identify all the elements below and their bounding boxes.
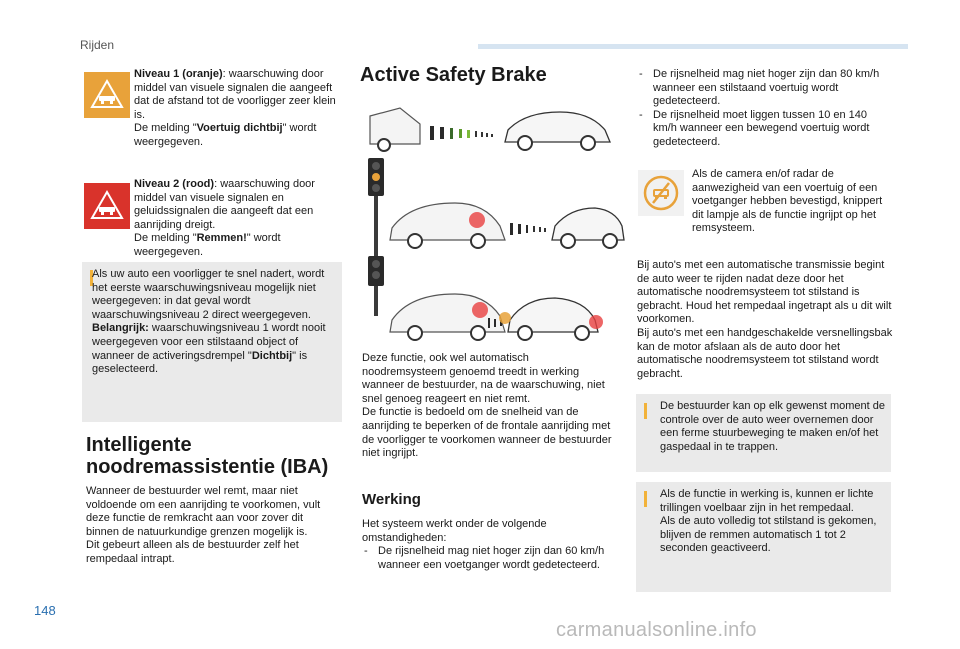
note-marker [644, 403, 647, 419]
werking-heading: Werking [362, 491, 421, 508]
section-header: Rijden [80, 38, 115, 52]
asb-illustration [360, 98, 630, 348]
werking-text: Het systeem werkt onder de volgende omstandigheden: - De rijsnelheid mag niet hoger zijn dan 60 km/h wanneer een voetganger wordt gedetecteerd. [362, 518, 612, 572]
note-text: Als uw auto een voorligger te snel nadert, wordt het eerste waarschuwingsniveau mogelijk niet weergegeven: in dat geval wordt waarschuwingsniveau 2 direct weergegeven. Belangrijk: waarschuwingsniveau 1 wordt nooit weergegeven voor een stilstaand object of wanneer de activeringsdrempel "Dichtbij" is geselecteerd. [92, 268, 326, 376]
note-marker [644, 491, 647, 507]
asb-intro: Deze functie, ook wel automatisch noodremsysteem genoemd treedt in werking wanneer de bestuurder, na de waarschuwing, niet snel genoeg reageert en niet remt. De functie is bedoeld om de snelheid van de aanrijding te beperken of de frontale aanrijding met de voorligger te voorkomen wanneer de bestuurder niet ingrijpt. [362, 352, 612, 460]
condition-item: - De rijsnelheid mag niet hoger zijn dan 60 km/h wanneer een voetganger wordt gedetecteerd. [362, 545, 612, 572]
condition-item: - De rijsnelheid mag niet hoger zijn dan 80 km/h wanneer een stilstaand voertuig wordt gedetecteerd. [637, 68, 887, 109]
iba-heading: Intelligente noodremassistentie (IBA) [86, 434, 329, 478]
scene-level2 [390, 203, 624, 248]
conditions-list [637, 68, 887, 150]
iba-text: Wanneer de bestuurder wel remt, maar niet voldoende om een aanrijding te voorkomen, vult deze functie de remkracht aan voor zover dit binnen de natuurkundige grenzen mogelijk is. Dit gebeurt alleen als de bestuurder zelf het rempedaal intrapt. [86, 485, 321, 565]
header-bar [478, 44, 908, 49]
scene-braking [390, 294, 603, 340]
note-text: Als de functie in werking is, kunnen er lichte trillingen voelbaar zijn in het rempedaal. Als de auto volledig tot stilstand is gekomen, blijven de remmen automatisch 1 tot 2 seconden geactiveerd. [660, 488, 877, 555]
orange-warning-icon [84, 72, 130, 118]
asb-heading: Active Safety Brake [360, 64, 547, 86]
level1-text: Niveau 1 (oranje): waarschuwing door middel van visuele signalen die aangeeft dat de afstand tot de voorligger zeer klein is. De melding "Voertuig dichtbij" wordt weergegeven. [134, 68, 336, 148]
note-box-override [636, 394, 891, 472]
lamp-text: Als de camera en/of radar de aanwezigheid van een voertuig of een voetganger hebben bevestigd, knippert dit lampje als de functie ingrijpt op het remsysteem. [692, 168, 883, 235]
red-warning-icon [84, 183, 130, 229]
brake-warning-lamp-icon [638, 170, 684, 216]
watermark: carmanualsonline.info [556, 619, 757, 641]
condition-item: - De rijsnelheid moet liggen tussen 10 en 140 km/h wanneer een bewegend voertuig wordt gedetecteerd. [637, 109, 887, 150]
transmission-text: Bij auto's met een automatische transmissie begint de auto weer te rijden nadat deze door het automatische noodremsysteem tot stilstand is gebracht. Houd het rempedaal ingetrapt als u dit wilt voorkomen. Bij auto's met een handgeschakelde versnellingsbak kan de motor afslaan als de auto door het automatische noodremsysteem tot stilstand wordt gebracht. [637, 259, 893, 380]
note-box-level-warning [82, 262, 342, 422]
page-number: 148 [34, 603, 56, 618]
note-box-vibrations [636, 482, 891, 592]
scene-level1 [370, 108, 610, 151]
note-text: De bestuurder kan op elk gewenst moment de controle over de auto weer overnemen door een ferme stuurbeweging te maken en/of het gaspedaal in te trappen. [660, 400, 886, 453]
level2-text: Niveau 2 (rood): waarschuwing door middel van visuele signalen en geluidssignalen die aangeeft dat een aanrijding dreigt. De melding "Remmen!" wordt weergegeven. [134, 178, 315, 258]
